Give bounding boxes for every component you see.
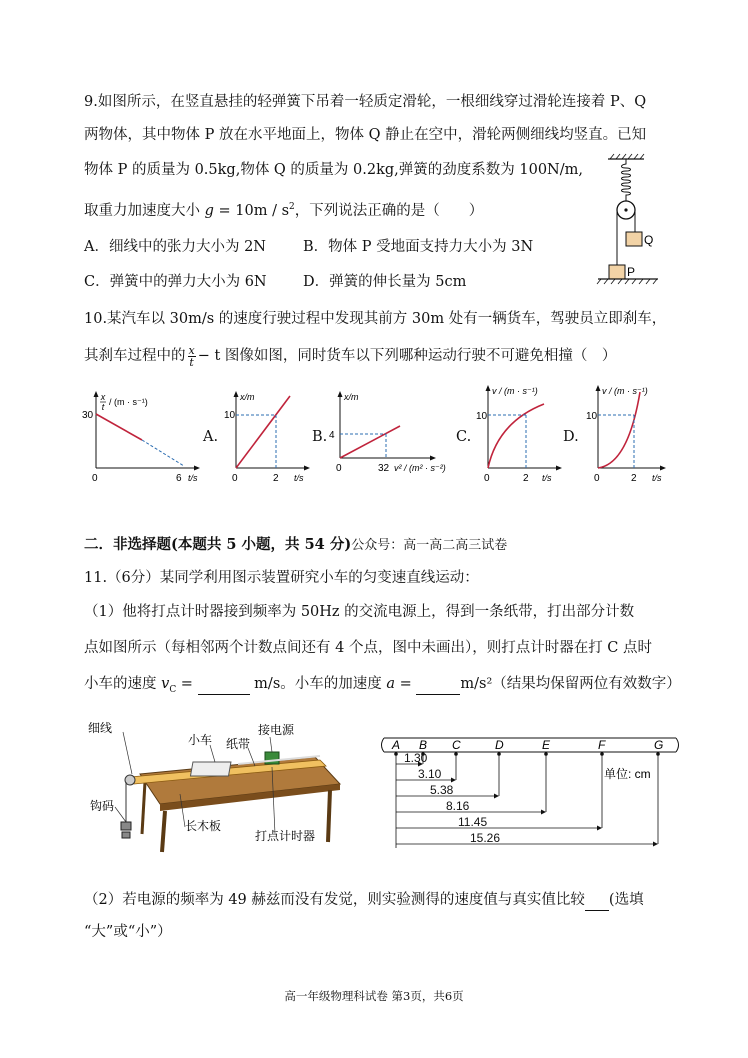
- svg-text:打点计时器: 打点计时器: [255, 829, 316, 843]
- svg-text:2: 2: [273, 473, 279, 484]
- tape-dim-arrow-5: [597, 826, 602, 831]
- svg-text:0: 0: [92, 473, 98, 484]
- svg-text:0: 0: [336, 463, 342, 474]
- page-footer: 高一年级物理科试卷 第3页，共6页: [284, 989, 464, 1003]
- tape-point-F: F: [598, 738, 606, 752]
- svg-text:纸带: 纸带: [226, 737, 251, 751]
- pulley-spring-figure: [598, 155, 678, 290]
- svg-text:0: 0: [594, 473, 600, 484]
- block-q: [626, 232, 642, 246]
- svg-text:10: 10: [476, 411, 488, 422]
- tape-point-G: G: [654, 738, 664, 752]
- svg-text:t/s: t/s: [188, 473, 198, 483]
- section-2-title: 二．非选择题(本题共 5 小题，共 54 分)公众号：高一高二高三试卷: [84, 536, 508, 553]
- svg-text:v / (m · s⁻¹): v / (m · s⁻¹): [602, 386, 648, 396]
- tape-dim-arrow-6: [653, 842, 658, 847]
- answer-blank-vc[interactable]: [198, 674, 250, 695]
- q9-option-d: D．弹簧的伸长量为 5cm: [303, 274, 467, 290]
- tape-point-A: A: [392, 738, 401, 752]
- tape-point-C: C: [452, 738, 461, 752]
- svg-text:10: 10: [586, 411, 598, 422]
- svg-text:t/s: t/s: [542, 473, 552, 483]
- tape-dim-arrow-3: [494, 794, 499, 799]
- graph-xt-t: [80, 388, 210, 488]
- svg-text:接电源: 接电源: [258, 723, 295, 737]
- svg-text:2: 2: [631, 473, 637, 484]
- graph-a: [222, 388, 322, 488]
- tape-distance-5: 11.45: [458, 815, 488, 829]
- q11-p2-line-2: “大”或“小”）: [84, 924, 172, 940]
- svg-text:t: t: [101, 402, 105, 412]
- q9-line-2: 两物体，其中物体 P 放在水平地面上，物体 Q 静止在空中，滑轮两侧细线均竖直。已知: [84, 127, 647, 143]
- block-q-label: Q: [644, 233, 654, 247]
- q10-line-1: 10.某汽车以 30m/s 的速度行驶过程中发现其前方 30m 处有一辆货车，驾驶员立即刹车，: [84, 311, 667, 327]
- svg-text:v² / (m² · s⁻²): v² / (m² · s⁻²): [394, 463, 446, 473]
- svg-text:t/s: t/s: [652, 473, 662, 483]
- tape-dim-arrow-4: [541, 810, 546, 815]
- q9-option-b: B．物体 P 受地面支持力大小为 3N: [303, 239, 534, 255]
- tape-distance-3: 5.38: [430, 783, 454, 797]
- q9-line-1: 9.如图所示，在竖直悬挂的轻弹簧下吊着一轻质定滑轮，一根细线穿过滑轮连接着 P、Q: [84, 94, 647, 110]
- svg-text:/ (m · s⁻¹): / (m · s⁻¹): [109, 397, 148, 407]
- svg-text:细线: 细线: [88, 721, 113, 735]
- svg-text:长木板: 长木板: [185, 819, 222, 833]
- q11-line-1: 11.（6分）某同学利用图示装置研究小车的匀变速直线运动：: [84, 570, 479, 586]
- paper-tape-figure: [378, 730, 688, 855]
- svg-text:x/m: x/m: [240, 392, 255, 402]
- tape-distance-4: 8.16: [446, 799, 470, 813]
- tape-point-B: B: [419, 738, 428, 752]
- svg-text:32: 32: [378, 463, 390, 474]
- tape-point-D: D: [495, 738, 504, 752]
- block-p-label: P: [627, 265, 636, 279]
- option-a-label: A.: [203, 429, 219, 445]
- tape-distance-6: 15.26: [470, 831, 501, 845]
- option-b-label: B.: [312, 429, 328, 445]
- graph-b: [326, 388, 456, 488]
- svg-text:30: 30: [82, 410, 94, 421]
- svg-text:2: 2: [523, 473, 529, 484]
- tape-distance-1: 1.30: [404, 751, 428, 765]
- q9-option-a: A．细线中的张力大小为 2N: [84, 239, 266, 255]
- apparatus-figure: [90, 722, 350, 862]
- svg-text:4: 4: [329, 430, 335, 441]
- answer-blank-a[interactable]: [416, 674, 460, 695]
- graph-c: [474, 382, 574, 488]
- q11-p1-line-3: 小车的速度 $v_C$ = m/s。小车的加速度 a = m/s²（结果均保留两位有效数字）: [84, 676, 681, 695]
- tape-point-E: E: [542, 738, 551, 752]
- q11-p1-line-1: （1）他将打点计时器接到频率为 50Hz 的交流电源上，得到一条纸带，打出部分计数: [84, 604, 635, 620]
- q10-line-2: 其刹车过程中的 $\frac{x}{t}$ − t 图像如图，同时货车以下列哪种运动行驶不可避免相撞（ ）: [84, 343, 617, 369]
- svg-text:小车: 小车: [188, 733, 213, 747]
- svg-text:0: 0: [484, 473, 490, 484]
- graph-d: [584, 382, 684, 488]
- q9-option-c: C．弹簧中的弹力大小为 6N: [84, 274, 267, 290]
- q9-line-3: 物体 P 的质量为 0.5kg,物体 Q 的质量为 0.2kg,弹簧的劲度系数为 100N/m,: [84, 162, 583, 178]
- svg-text:0: 0: [232, 473, 238, 484]
- option-d-label: D.: [563, 429, 579, 445]
- q11-p1-line-2: 点如图所示（每相邻两个计数点间还有 4 个点，图中未画出），则打点计时器在打 C 点时: [84, 640, 653, 656]
- svg-text:10: 10: [224, 410, 236, 421]
- svg-text:x/m: x/m: [344, 392, 359, 402]
- answer-blank-compare[interactable]: [585, 890, 609, 911]
- q9-line-4: 取重力加速度大小 $g = 10m / s^2$，下列说法正确的是（ ）: [84, 202, 484, 219]
- q11-p2-line-1: （2）若电源的频率为 49 赫兹而没有发觉，则实验测得的速度值与真实值比较 (选填: [84, 890, 644, 911]
- svg-text:v / (m · s⁻¹): v / (m · s⁻¹): [492, 386, 538, 396]
- option-c-label: C.: [456, 429, 472, 445]
- svg-text:钩码: 钩码: [90, 799, 115, 813]
- svg-text:6: 6: [176, 473, 182, 484]
- svg-text:t/s: t/s: [294, 473, 304, 483]
- tape-dim-arrow-2: [451, 778, 456, 783]
- block-p: [609, 265, 625, 279]
- tape-distance-2: 3.10: [418, 767, 442, 781]
- svg-text:x: x: [100, 392, 106, 402]
- tape-unit: 单位: cm: [604, 767, 651, 781]
